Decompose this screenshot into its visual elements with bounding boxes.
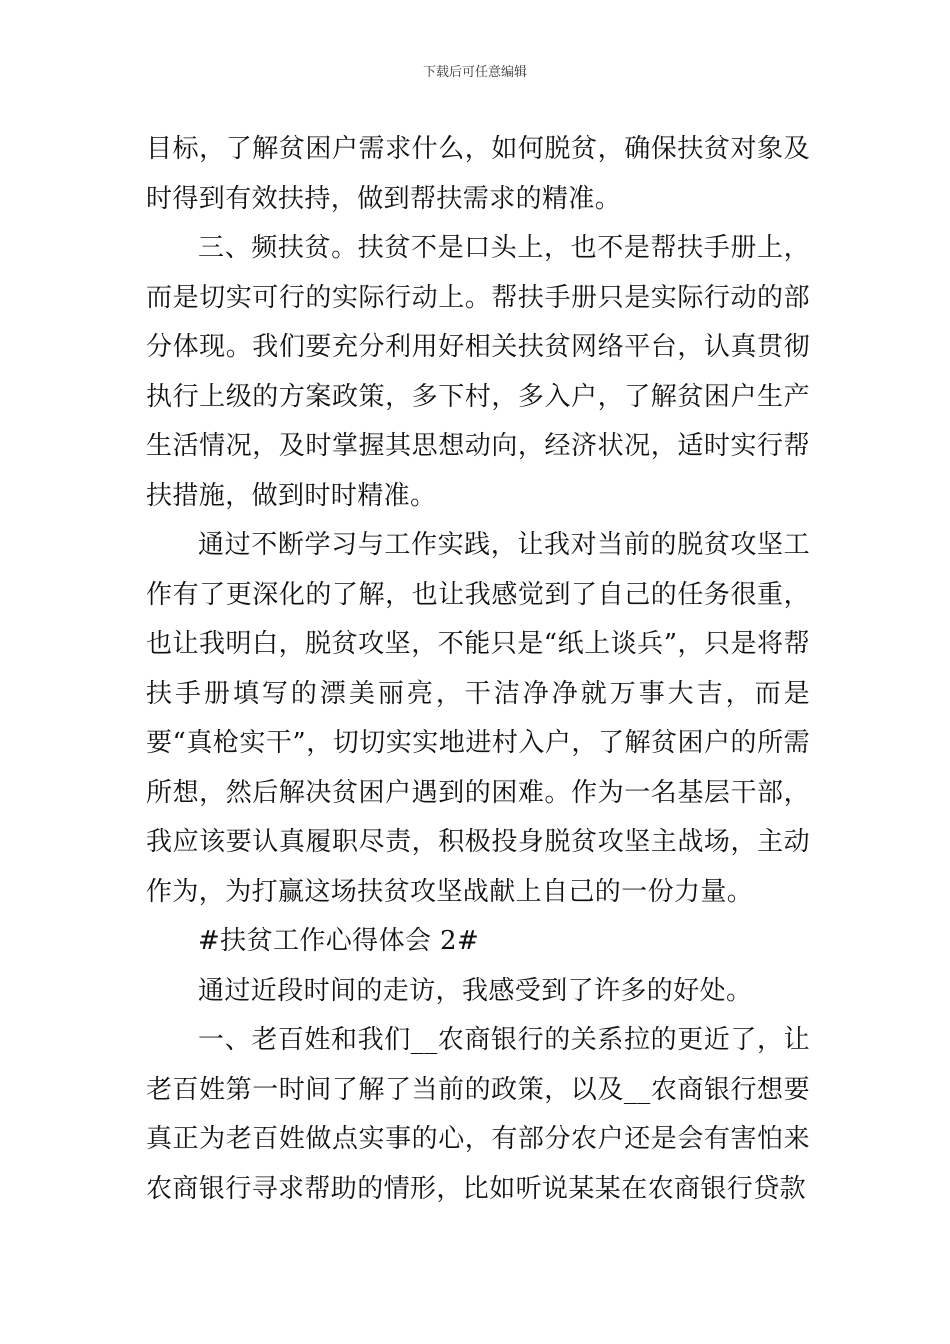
paragraph-5: 通过近段时间的走访，我感受到了许多的好处。 xyxy=(198,975,753,1006)
paragraph-1: 目标，了解贫困户需求什么，如何脱贫，确保扶贫对象及时得到有效扶持，做到帮扶需求的精准。 xyxy=(146,134,810,214)
page-header: 下载后可任意编辑 xyxy=(422,65,527,80)
paragraph-2: 三、频扶贫。扶贫不是口头上，也不是帮扶手册上，而是切实可行的实际行动上。帮扶手册只是实际行动的部分体现。我们要充分利用好相关扶贫网络平台，认真贯彻执行上级的方案政策，多下村，多入户，了解贫困户生产生活情况，及时掌握其思想动向，经济状况，适时实行帮扶措施，做到时时精准。 xyxy=(146,233,810,511)
paragraph-6: 一、老百姓和我们__农商银行的关系拉的更近了，让老百姓第一时间了解了当前的政策，以及__农商银行想要真正为老百姓做点实事的心，有部分农户还是会有害怕来农商银行寻求帮助的情形，比如听说某某在农商银行贷款 xyxy=(146,1025,810,1204)
paragraph-3: 通过不断学习与工作实践，让我对当前的脱贫攻坚工作有了更深化的了解，也让我感觉到了自己的任务很重，也让我明白，脱贫攻坚，不能只是“纸上谈兵”，只是将帮扶手册填写的漂美丽亮，干洁净净就万事大吉，而是要“真枪实干”，切切实实地进村入户，了解贫困户的所需所想，然后解决贫困户遇到的困难。作为一名基层干部，我应该要认真履职尽责，积极投身脱贫攻坚主战场，主动作为，为打赢这场扶贫攻坚战献上自己的一份力量。 xyxy=(146,530,810,907)
document-body xyxy=(146,125,810,1214)
section-heading: #扶贫工作心得体会 2# xyxy=(198,926,480,956)
